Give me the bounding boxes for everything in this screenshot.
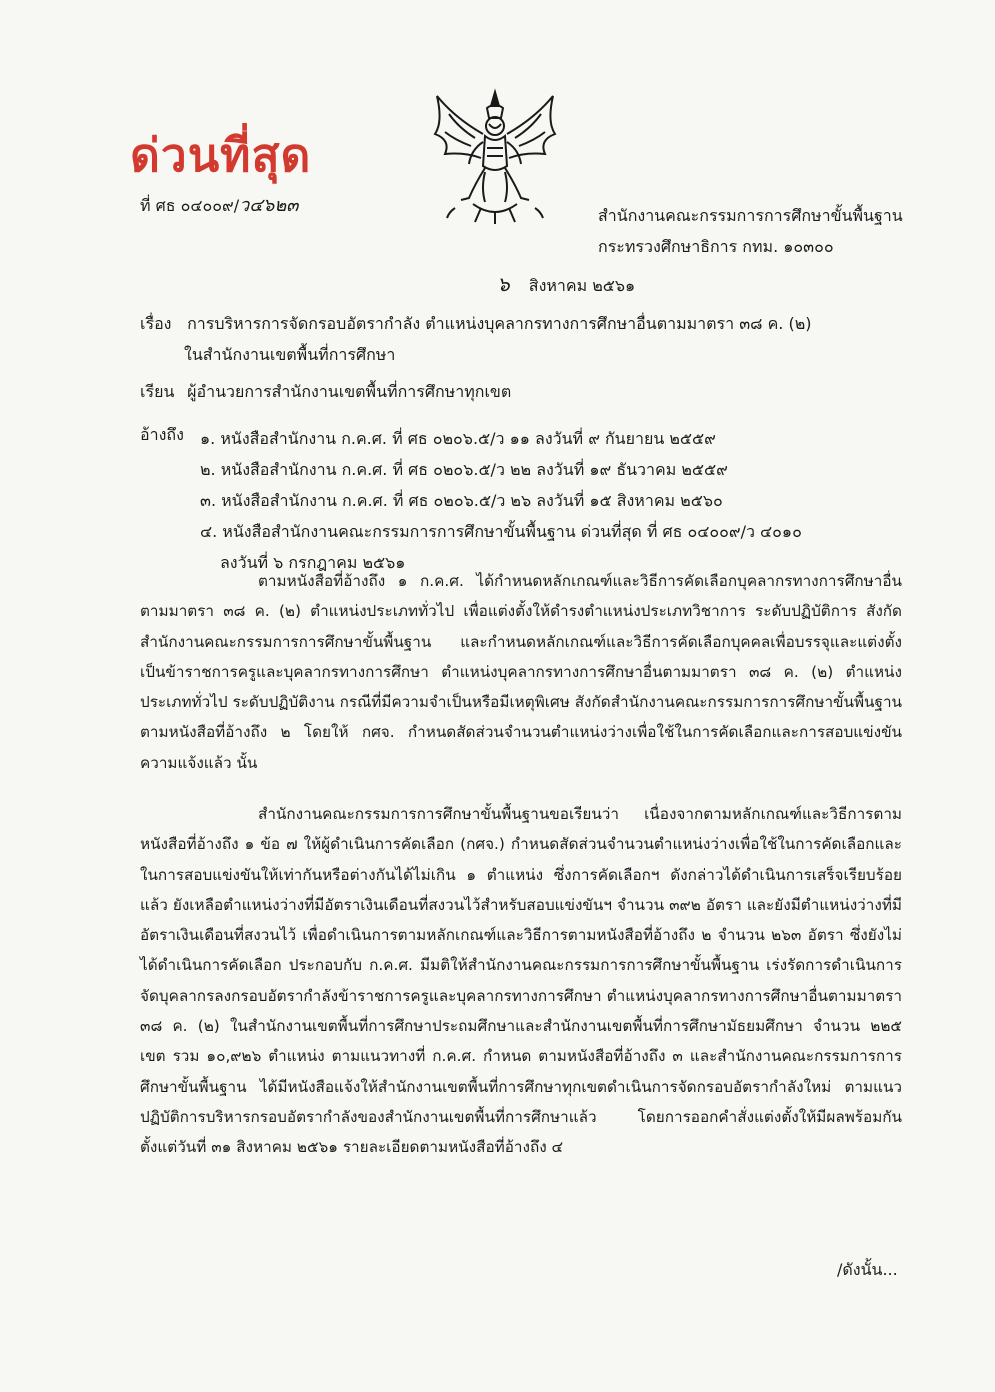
body-paragraph-1: ตามหนังสือที่อ้างถึง ๑ ก.ค.ศ. ได้กำหนดหลักเกณฑ์และวิธีการคัดเลือกบุคลากรทางการศึกษาอื่นตามมาตรา ๓๘ ค. (๒) ตำแหน่งประเภททั่วไป เพื่อแต่งตั้งให้ดำรงตำแหน่งประเภทวิชาการ ระดับปฏิบัติการ สังกัดสำนักงานคณะกรรมการการศึกษาขั้นพื้นฐาน และกำหนดหลักเกณฑ์และวิธีการคัดเลือกบุคคลเพื่อบรรจุและแต่งตั้งเป็นข้าราชการครูและบุคลากรทางการศึกษา ตำแหน่งบุคลากรทางการศึกษาอื่นตามมาตรา ๓๘ ค. (๒) ตำแหน่งประเภททั่วไป ระดับปฏิบัติงาน กรณีที่มีความจำเป็นหรือมีเหตุพิเศษ สังกัดสำนักงานคณะกรรมการการศึกษาขั้นพื้นฐาน ตามหนังสือที่อ้างถึง ๒ โดยให้ กศจ. กำหนดสัดส่วนจำนวนตำแหน่งว่างเพื่อใช้ในการคัดเลือกและการสอบแข่งขัน ความแจ้งแล้ว นั้น xyxy=(140,572,902,772)
urgency-stamp: ด่วนที่สุด xyxy=(130,128,312,182)
date-month-year: สิงหาคม ๒๕๖๑ xyxy=(528,276,636,295)
subject-line2: ในสำนักงานเขตพื้นที่การศึกษา xyxy=(184,345,396,364)
reference-number-handwritten: ว๔๖๒๓ xyxy=(239,195,299,216)
reference-number-prefix: ที่ ศธ ๐๔๐๐๙/ xyxy=(140,196,240,215)
office-address: กระทรวงศึกษาธิการ กทม. ๑๐๓๐๐ xyxy=(598,237,834,256)
reference-item: ๒. หนังสือสำนักงาน ก.ค.ศ. ที่ ศธ ๐๒๐๖.๕/ว ๒๒ ลงวันที่ ๑๙ ธันวาคม ๒๕๕๙ xyxy=(200,460,728,479)
reference-item-continuation: ลงวันที่ ๖ กรกฎาคม ๒๕๖๑ xyxy=(220,553,406,572)
subject-line1 xyxy=(140,312,812,337)
date-day-handwritten: ๖ xyxy=(497,272,510,296)
subject-label: เรื่อง xyxy=(140,314,172,333)
recipient-label: เรียน xyxy=(140,382,175,401)
reference-item: ๓. หนังสือสำนักงาน ก.ค.ศ. ที่ ศธ ๐๒๐๖.๕/ว ๒๖ ลงวันที่ ๑๕ สิงหาคม ๒๕๖๐ xyxy=(200,491,723,510)
body-paragraph-2: สำนักงานคณะกรรมการการศึกษาขั้นพื้นฐานขอเรียนว่า เนื่องจากตามหลักเกณฑ์และวิธีการตามหนังสือที่อ้างถึง ๑ ข้อ ๗ ให้ผู้ดำเนินการคัดเลือก (กศจ.) กำหนดสัดส่วนจำนวนตำแหน่งว่างเพื่อใช้ในการคัดเลือกและในการสอบแข่งขันให้เท่ากันหรือต่างกันได้ไม่เกิน ๑ ตำแหน่ง ซึ่งการคัดเลือกฯ ดังกล่าวได้ดำเนินการเสร็จเรียบร้อยแล้ว ยังเหลือตำแหน่งว่างที่มีอัตราเงินเดือนที่สงวนไว้สำหรับสอบแข่งขันฯ จำนวน ๓๙๒ อัตรา และยังมีตำแหน่งว่างที่มีอัตราเงินเดือนที่สงวนไว้ เพื่อดำเนินการตามหลักเกณฑ์และวิธีการตามหนังสือที่อ้างถึง ๒ จำนวน ๒๖๓ อัตรา ซึ่งยังไม่ได้ดำเนินการคัดเลือก ประกอบกับ ก.ค.ศ. มีมติให้สำนักงานคณะกรรมการการศึกษาขั้นพื้นฐาน เร่งรัดการดำเนินการจัดบุคลากรลงกรอบอัตรากำลังข้าราชการครูและบุคลากรทางการศึกษา ตำแหน่งบุคลากรทางการศึกษาอื่นตามมาตรา ๓๘ ค. (๒) ในสำนักงานเขตพื้นที่การศึกษาประถมศึกษาและสำนักงานเขตพื้นที่การศึกษามัธยมศึกษา จำนวน ๒๒๕ เขต รวม ๑๐,๙๒๖ ตำแหน่ง ตามแนวทางที่ ก.ค.ศ. กำหนด ตามหนังสือที่อ้างถึง ๓ และสำนักงานคณะกรรมการการศึกษาขั้นพื้นฐาน ได้มีหนังสือแจ้งให้สำนักงานเขตพื้นที่การศึกษาทุกเขตดำเนินการจัดกรอบอัตรากำลังใหม่ ตามแนวปฏิบัติการบริหารกรอบอัตรากำลังของสำนักงานเขตพื้นที่การศึกษาแล้ว โดยการออกคำสั่งแต่งตั้งให้มีผลพร้อมกันตั้งแต่วันที่ ๓๑ สิงหาคม ๒๕๖๑ รายละเอียดตามหนังสือที่อ้างถึง ๔ xyxy=(140,805,902,1157)
reference-item: ๔. หนังสือสำนักงานคณะกรรมการการศึกษาขั้นพื้นฐาน ด่วนที่สุด ที่ ศธ ๐๔๐๐๙/ว ๔๐๑๐ xyxy=(200,522,802,541)
page-continuation: /ดังนั้น... xyxy=(837,1260,898,1279)
document-date xyxy=(497,268,635,300)
references-label: อ้างถึง xyxy=(140,425,184,444)
reference-number xyxy=(140,195,298,217)
garuda-emblem-icon xyxy=(425,88,565,228)
reference-item: ๑. หนังสือสำนักงาน ก.ค.ศ. ที่ ศธ ๐๒๐๖.๕/ว ๑๑ ลงวันที่ ๙ กันยายน ๒๕๕๙ xyxy=(200,429,716,448)
subject-text: การบริหารการจัดกรอบอัตรากำลัง ตำแหน่งบุคลากรทางการศึกษาอื่นตามมาตรา ๓๘ ค. (๒) xyxy=(187,314,812,333)
office-name: สำนักงานคณะกรรมการการศึกษาขั้นพื้นฐาน xyxy=(598,206,903,225)
recipient-line xyxy=(140,380,511,405)
issuing-office xyxy=(598,200,903,262)
references-list xyxy=(200,423,802,578)
recipient-text: ผู้อำนวยการสำนักงานเขตพื้นที่การศึกษาทุกเขต xyxy=(187,382,512,401)
